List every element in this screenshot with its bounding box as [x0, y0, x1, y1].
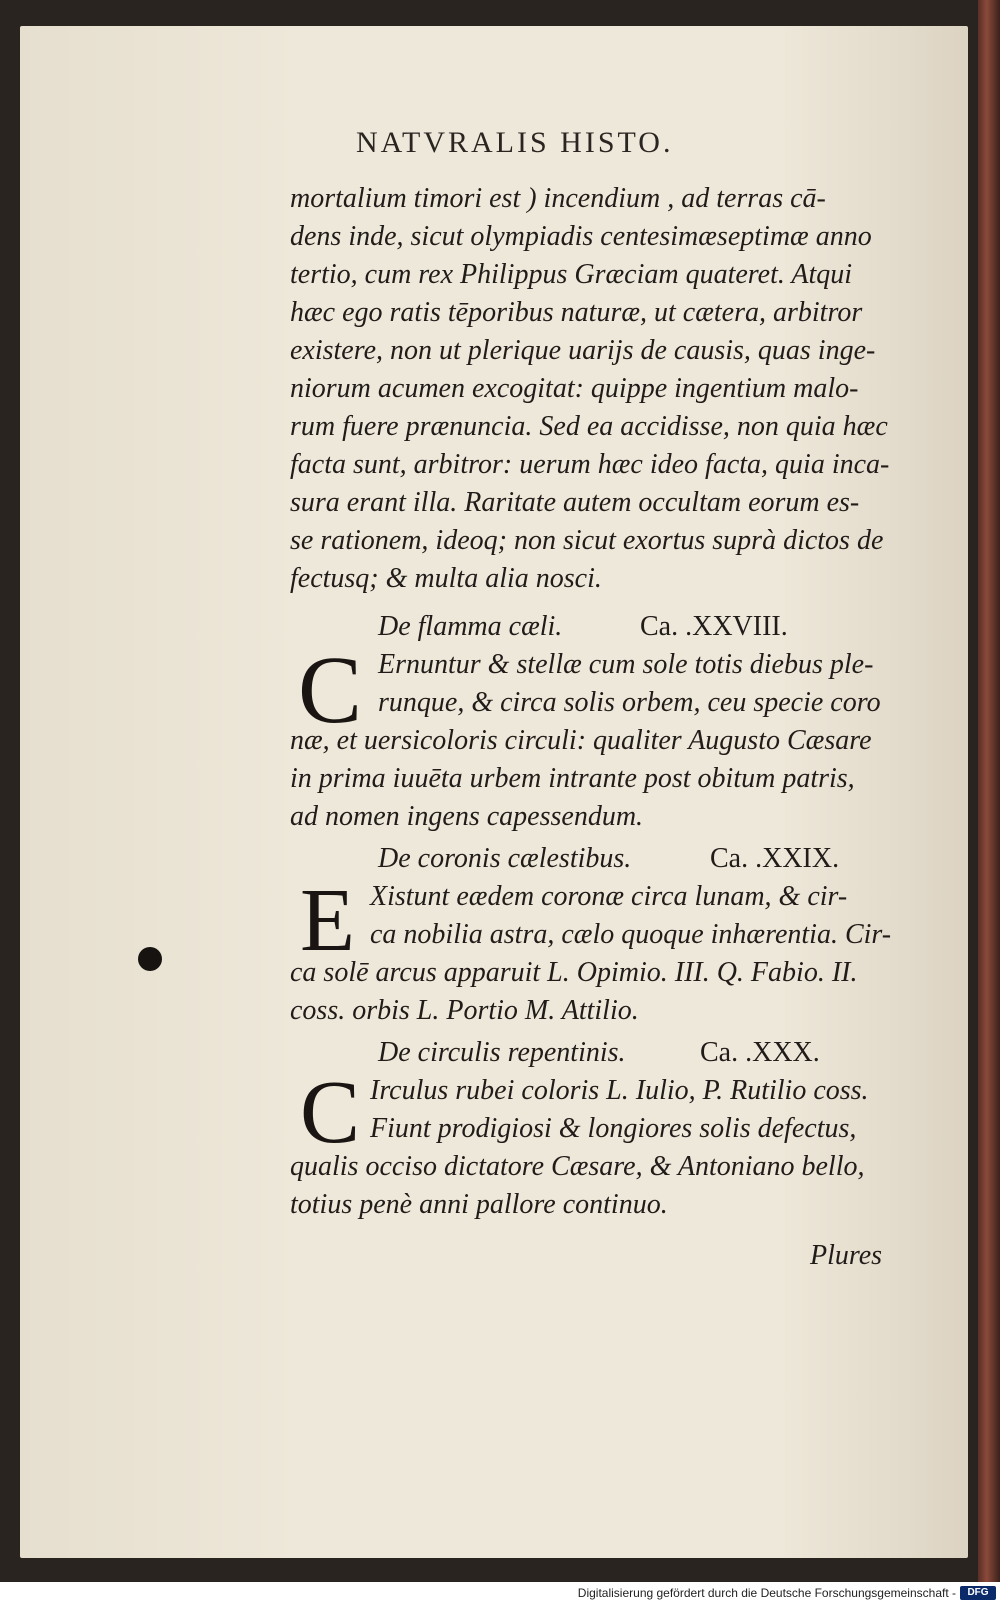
text-line: sura erant illa. Raritate autem occultam eorum es-: [290, 487, 860, 518]
book-spine: [978, 0, 1000, 1582]
text-line: coss. orbis L. Portio M. Attilio.: [290, 995, 639, 1026]
text-line: niorum acumen excogitat: quippe ingentium malo-: [290, 373, 859, 404]
text-line: ca nobilia astra, cælo quoque inhærentia. Cir-: [370, 919, 892, 950]
initial-letter: E: [300, 871, 355, 970]
text-line: existere, non ut plerique uarijs de causis, quas inge-: [290, 335, 876, 366]
text-line: hæc ego ratis tēporibus naturæ, ut cætera, arbitror: [290, 297, 863, 328]
section-title: De coronis cælestibus.: [378, 843, 632, 874]
text-line: tertio, cum rex Philippus Græciam quateret. Atqui: [290, 259, 853, 290]
text-line: qualis occiso dictatore Cæsare, & Antoniano bello,: [290, 1151, 865, 1182]
text-line: mortalium timori est ) incendium , ad terras cā-: [290, 183, 826, 214]
text-line: runque, & circa solis orbem, ceu specie coro: [378, 687, 881, 718]
initial-letter: C: [298, 636, 363, 743]
text-line: Xistunt eædem coronæ circa lunam, & cir-: [370, 881, 848, 912]
text-line: Ernuntur & stellæ cum sole totis diebus ple-: [378, 649, 874, 680]
text-line: facta sunt, arbitror: uerum hæc ideo facta, quia inca-: [290, 449, 890, 480]
text-line: ad nomen ingens capessendum.: [290, 801, 644, 832]
text-line: totius penè anni pallore continuo.: [290, 1189, 668, 1220]
dfg-logo-icon: DFG: [960, 1586, 996, 1600]
running-title: NATVRALIS HISTO.: [356, 126, 674, 159]
text-line: Fiunt prodigiosi & longiores solis defectus,: [370, 1113, 857, 1144]
text-line: dens inde, sicut olympiadis centesimæseptimæ anno: [290, 221, 872, 252]
text-line: ca solē arcus apparuit L. Opimio. III. Q. Fabio. II.: [290, 957, 858, 988]
ink-blot: [138, 947, 162, 971]
footer-bar: [0, 1582, 1000, 1604]
text-line: se rationem, ideoq; non sicut exortus suprà dictos de: [290, 525, 884, 556]
text-line: rum fuere prænuncia. Sed ea accidisse, non quia hæc: [290, 411, 888, 442]
catchword: Plures: [810, 1240, 883, 1271]
text-line: næ, et uersicoloris circuli: qualiter Augusto Cæsare: [290, 725, 872, 756]
footer-credit: Digitalisierung gefördert durch die Deutsche Forschungsgemeinschaft -: [577, 1586, 956, 1600]
section-title: De flamma cæli.: [378, 611, 563, 642]
chapter-number: Ca. .XXVIII.: [640, 611, 788, 642]
chapter-number: Ca. .XXX.: [700, 1037, 820, 1068]
section-title: De circulis repentinis.: [378, 1037, 626, 1068]
initial-letter: C: [300, 1063, 361, 1162]
text-line: fectusq; & multa alia nosci.: [290, 563, 602, 594]
chapter-number: Ca. .XXIX.: [710, 843, 840, 874]
text-line: in prima iuuēta urbem intrante post obitum patris,: [290, 763, 855, 794]
text-line: Irculus rubei coloris L. Iulio, P. Rutilio coss.: [370, 1075, 869, 1106]
